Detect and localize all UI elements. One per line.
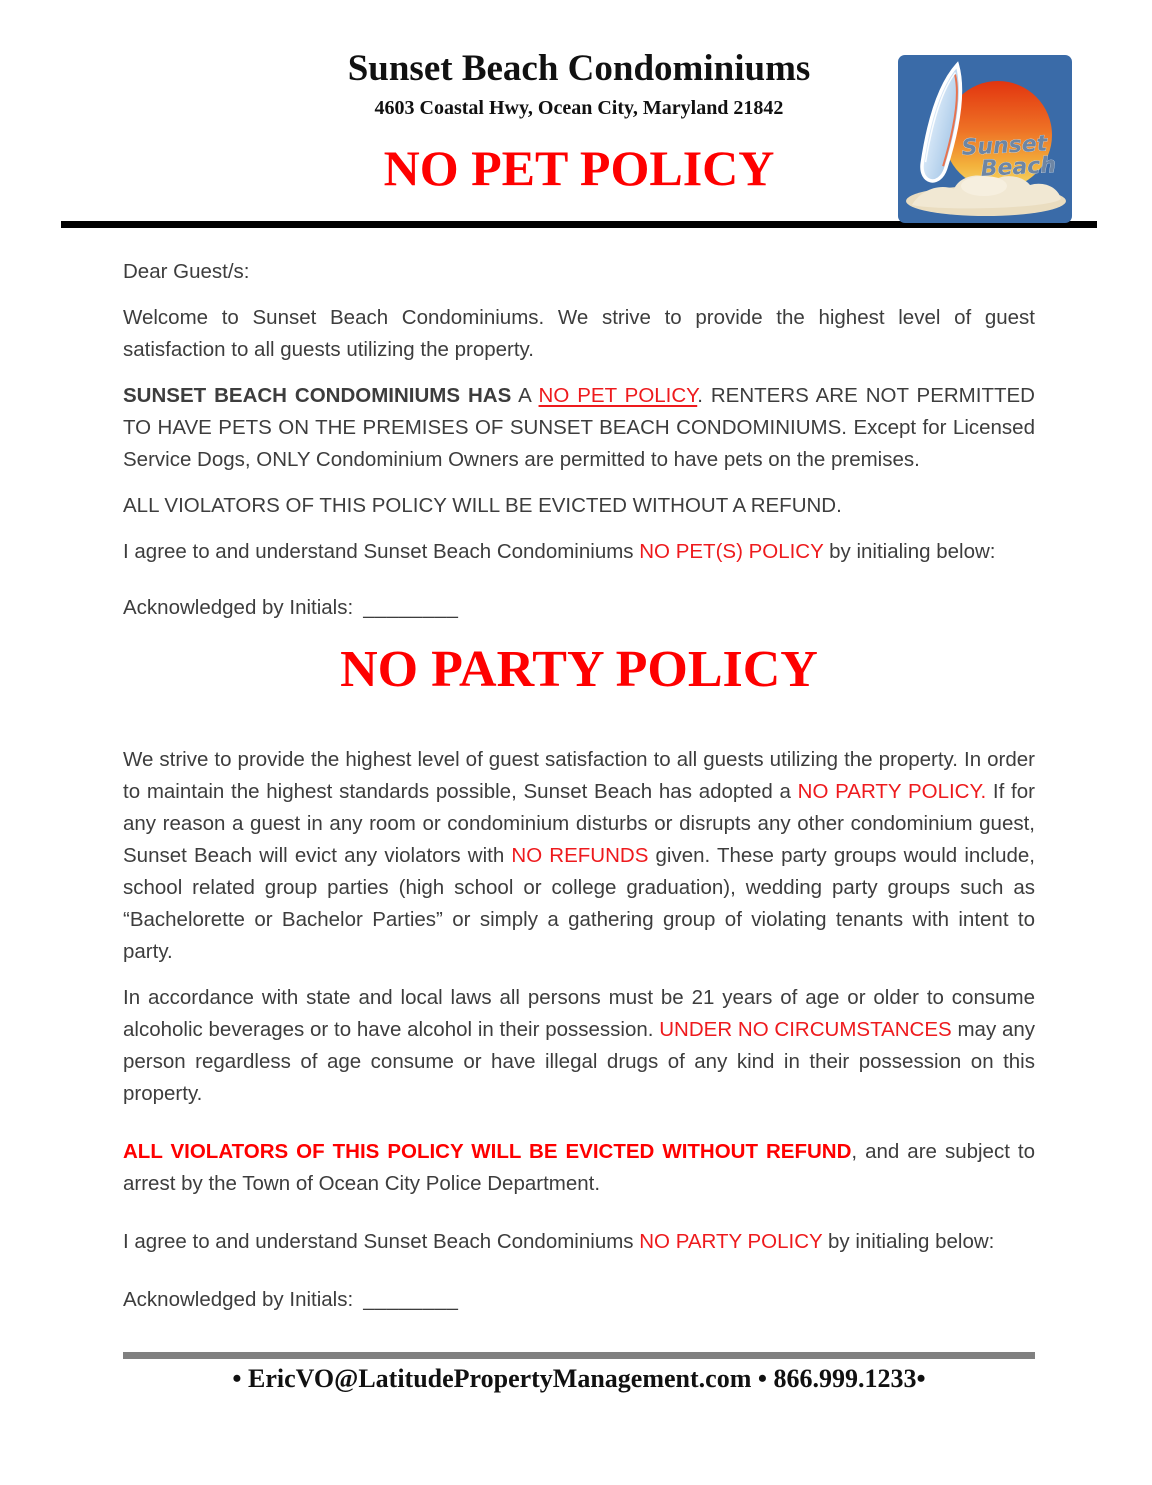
pet-acknowledge-line xyxy=(123,592,1035,624)
page-title: Sunset Beach Condominiums xyxy=(347,48,811,89)
party-intro-1: We strive to provide the highest level of guest satisfaction to all guests utilizing the property. In order to maintain the highest standards possible, Sunset Beach has adopted a xyxy=(123,747,1035,803)
party-intro-3: given. These party groups would include, school related group parties (high school or college graduation), wedding party groups such as “Bachelorette or Bachelor Parties” or simply a gathering group of violating tenants with intent to party. xyxy=(123,843,1035,963)
alcohol-1: In accordance with state and local laws all persons must be 21 years of age or older to consume alcoholic beverages or to have alcohol in their possession. xyxy=(123,985,1035,1041)
no-party-policy-heading: NO PARTY POLICY xyxy=(340,641,818,699)
party-agree-red: NO PARTY POLICY xyxy=(639,1229,823,1253)
party-intro-2: If for any reason a guest in any room or condominium disturbs or disrupts any other condominium guest, Sunset Beach will evict any violators with xyxy=(123,779,1035,867)
footer-contact: • EricVO@LatitudePropertyManagement.com • 866.999.1233• xyxy=(232,1364,926,1393)
alcohol-paragraph xyxy=(123,982,1035,1110)
party-acknowledge-line xyxy=(123,1284,1035,1316)
pet-policy-mid: A xyxy=(511,384,539,408)
party-ack-label: Acknowledged by Initials: xyxy=(123,1287,354,1311)
sunset-beach-logo-image xyxy=(898,55,1072,223)
document-body xyxy=(123,256,1035,1316)
party-agree-pre: I agree to and understand Sunset Beach Condominiums xyxy=(123,1229,640,1253)
pet-agree-red: NO PET(S) POLICY xyxy=(639,540,824,564)
footer-divider-bar xyxy=(123,1352,1035,1359)
party-initials-blank[interactable]: ________ xyxy=(363,1287,459,1311)
document-footer xyxy=(123,1352,1035,1394)
welcome-paragraph xyxy=(123,302,1035,366)
party-agree-post: by initialing below: xyxy=(822,1229,995,1253)
party-intro-red-1: NO PARTY POLICY. xyxy=(797,779,987,803)
property-address: 4603 Coastal Hwy, Ocean City, Maryland 21842 xyxy=(374,96,784,119)
party-intro-paragraph xyxy=(123,744,1035,968)
logo-word-beach: Beach xyxy=(980,153,1057,182)
logo-word-sunset: Sunset xyxy=(960,131,1048,161)
document-header xyxy=(0,48,1152,228)
party-intro-red-2: NO REFUNDS xyxy=(511,843,649,867)
pet-policy-rest: . RENTERS ARE NOT PERMITTED TO HAVE PETS ON THE PREMISES OF SUNSET BEACH CONDOMINIUMS. Except for Licensed Service Dogs, ONLY Condominium Owners are permitted to have pets on the premises. xyxy=(123,384,1035,472)
sunset-beach-logo xyxy=(898,55,1072,223)
pet-initials-blank[interactable]: ________ xyxy=(363,596,459,620)
salutation: Dear Guest/s: xyxy=(123,260,250,284)
pet-agree-post: by initialing below: xyxy=(823,540,996,564)
pet-violators-paragraph: ALL VIOLATORS OF THIS POLICY WILL BE EVICTED WITHOUT A REFUND. xyxy=(123,494,842,518)
party-violators-red: ALL VIOLATORS OF THIS POLICY WILL BE EVICTED WITHOUT REFUND xyxy=(123,1139,852,1163)
party-violators-paragraph xyxy=(123,1136,1035,1200)
pet-policy-red-link-text: NO PET POLICY xyxy=(538,384,698,408)
party-agree-paragraph xyxy=(123,1226,1035,1258)
alcohol-2: may any person regardless of age consume or have illegal drugs of any kind in their possession on this property. xyxy=(123,1017,1036,1105)
pet-ack-label: Acknowledged by Initials: xyxy=(123,596,354,620)
welcome-text: Welcome to Sunset Beach Condominiums. We strive to provide the highest level of guest satisfaction to all guests utilizing the property. xyxy=(123,306,1035,362)
pet-agree-paragraph xyxy=(123,536,1035,568)
no-pet-policy-heading: NO PET POLICY xyxy=(383,139,775,196)
pet-agree-pre: I agree to and understand Sunset Beach Condominiums xyxy=(123,540,640,564)
party-violators-rest: , and are subject to arrest by the Town of Ocean City Police Department. xyxy=(123,1139,1035,1195)
pet-policy-bold-lead: SUNSET BEACH CONDOMINIUMS HAS xyxy=(123,384,512,408)
pet-policy-paragraph xyxy=(123,380,1035,476)
alcohol-red: UNDER NO CIRCUMSTANCES xyxy=(659,1017,952,1041)
